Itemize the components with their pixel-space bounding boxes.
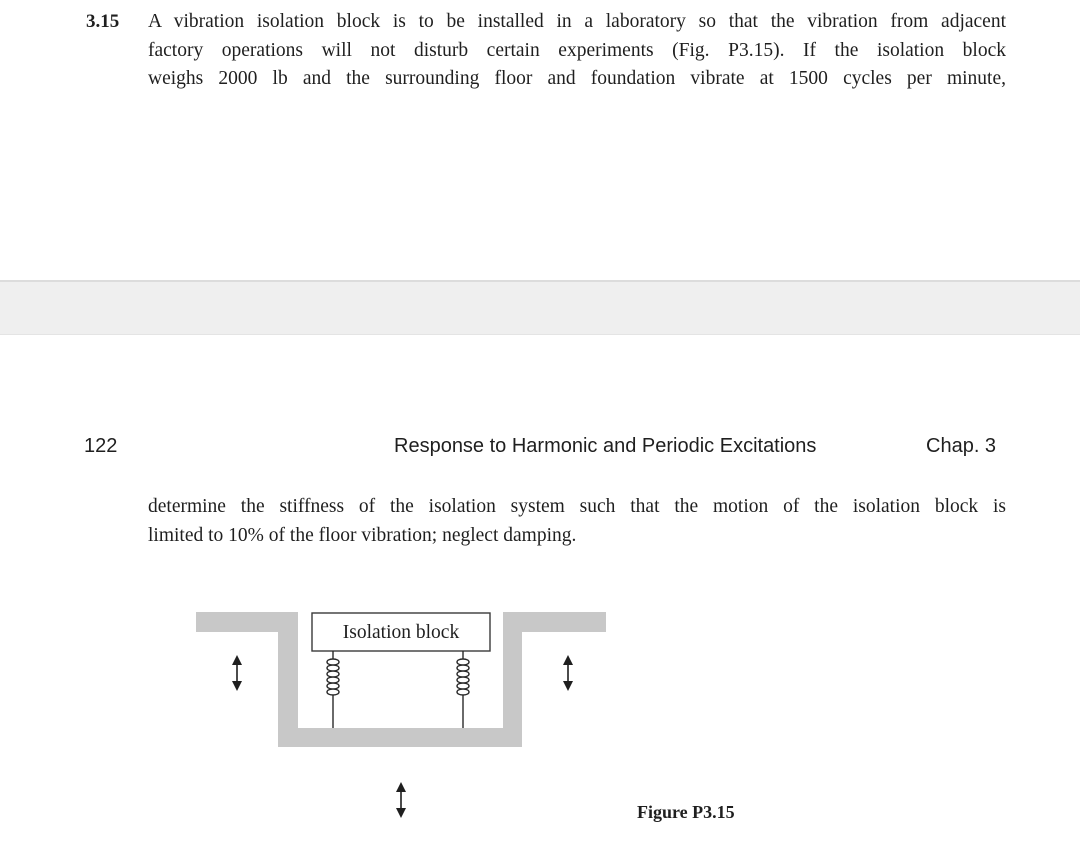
isolation-block-label: Isolation block	[342, 622, 460, 643]
chapter-label: Chap. 3	[926, 435, 997, 457]
running-title: Response to Harmonic and Periodic Excitations	[394, 435, 817, 457]
problem-line: A vibration isolation block is to be installed in a laboratory so that the vibration from adjacent	[148, 11, 1006, 32]
continuation-line: limited to 10% of the floor vibration; neglect damping.	[148, 524, 577, 546]
problem-line: weighs 2000 lb and the surrounding floor and foundation vibrate at 1500 cycles per minute,	[148, 68, 1006, 89]
bottom-vibration-arrow-icon	[396, 782, 406, 818]
problem-line: factory operations will not disturb certain experiments (Fig. P3.15). If the isolation block	[148, 39, 1006, 61]
left-spring-icon	[327, 651, 339, 728]
figure-caption: Figure P3.15	[637, 802, 735, 822]
left-vibration-arrow-icon	[232, 655, 242, 691]
page-number: 122	[84, 435, 118, 457]
right-vibration-arrow-icon	[563, 655, 573, 691]
continuation-line: determine the stiffness of the isolation system such that the motion of the isolation block is	[148, 496, 1006, 517]
problem-number: 3.15	[86, 11, 120, 32]
right-spring-icon	[457, 651, 469, 728]
